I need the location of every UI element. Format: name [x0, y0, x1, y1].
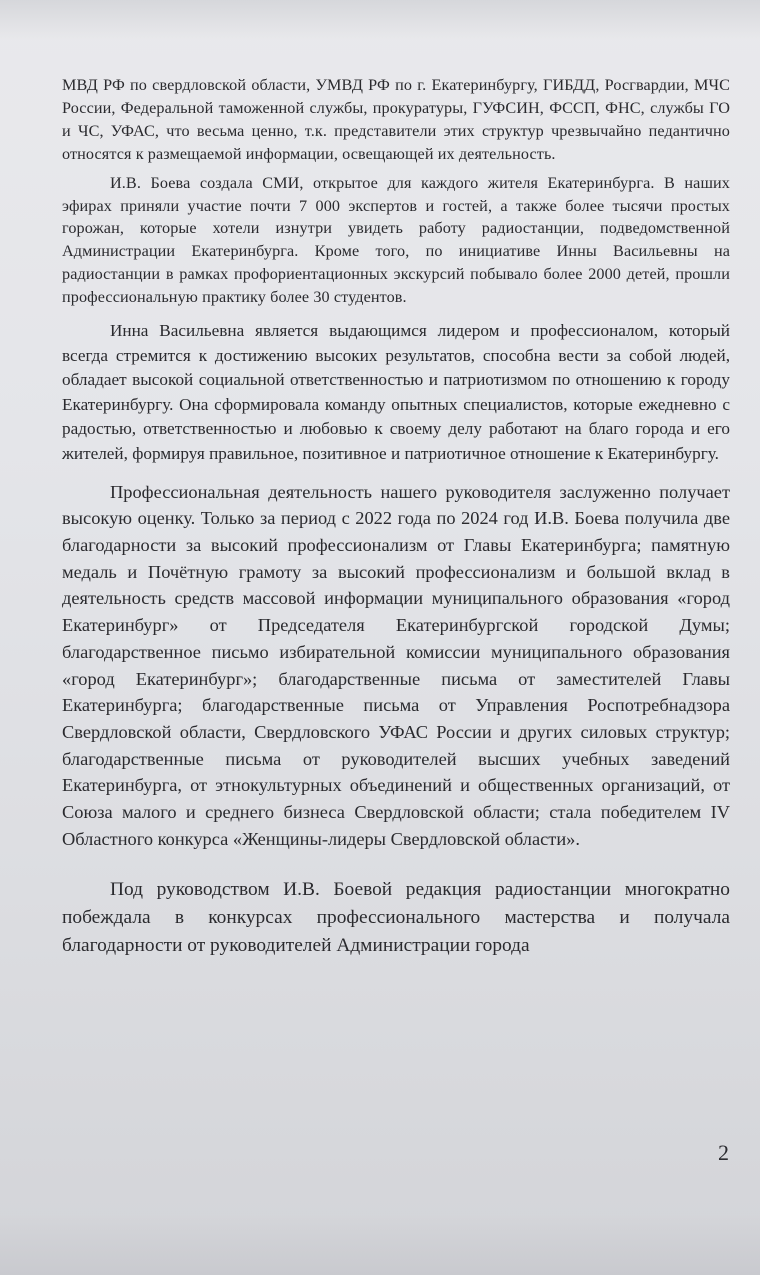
paragraph-1: МВД РФ по свердловской области, УМВД РФ по г. Екатеринбургу, ГИБДД, Росгвардии, МЧС России, Федеральной таможенной службы, прокуратуры, ГУФСИН, ФССП, ФНС, службы ГО и ЧС, УФАС, что весьма ценно, т.к. представители этих структур чрезвычайно педантично относятся к размещаемой информации, освещающей их деятельность.: [62, 76, 730, 163]
paragraph-4: Профессиональная деятельность нашего руководителя заслуженно получает высокую оценку. Только за период с 2022 года по 2024 год И.В. Боева получила две благодарности за высокий профессионализм от Главы Екатеринбурга; памятную медаль и Почётную грамоту за высокий профессионализм и большой вклад в деятельность средств массовой информации муниципального образования «город Екатеринбург» от Председателя Екатеринбургской городской Думы; благодарственное письмо избирательной комиссии муниципального образования «город Екатеринбург»; благодарственные письма от заместителей Главы Екатеринбурга; благодарственные письма от Управления Роспотребнадзора Свердловской области, Свердловского УФАС России и других силовых структур; благодарственные письма от руководителей высших учебных заведений Екатеринбурга, от этнокультурных объединений и общественных организаций, от Союза малого и среднего бизнеса Свердловской области; стала победителем IV Областного конкурса «Женщины-лидеры Свердловской области».: [62, 481, 730, 849]
page-shadow-bottom: [0, 1215, 760, 1275]
page-shadow-top: [0, 0, 760, 40]
paragraph-5: Под руководством И.В. Боевой редакция радиостанции многократно побеждала в конкурсах профессионального мастерства и получала благодарности от руководителей Администрации города: [62, 879, 730, 956]
document-body: [62, 74, 730, 959]
paragraph-2: И.В. Боева создала СМИ, открытое для каждого жителя Екатеринбурга. В наших эфирах приняли участие почти 7 000 экспертов и гостей, а также более тысячи простых горожан, которые хотели изнутри увидеть работу радиостанции, подведомственной Администрации Екатеринбурга. Кроме того, по инициативе Инны Васильевны на радиостанции в рамках профориентационных экскурсий побывало более 2000 детей, прошли профессиональную практику более 30 студентов.: [62, 173, 730, 307]
page-number: 2: [718, 1140, 729, 1165]
paragraph-3: Инна Васильевна является выдающимся лидером и профессионалом, который всегда стремится к достижению высоких результатов, способна вести за собой людей, обладает высокой социальной ответственностью и патриотизмом по отношению к городу Екатеринбургу. Она сформировала команду опытных специалистов, которые ежедневно с радостью, ответственностью и любовью к своему делу работают на благо города и его жителей, формируя правильное, позитивное и патриотичное отношение к Екатеринбургу.: [62, 321, 730, 464]
